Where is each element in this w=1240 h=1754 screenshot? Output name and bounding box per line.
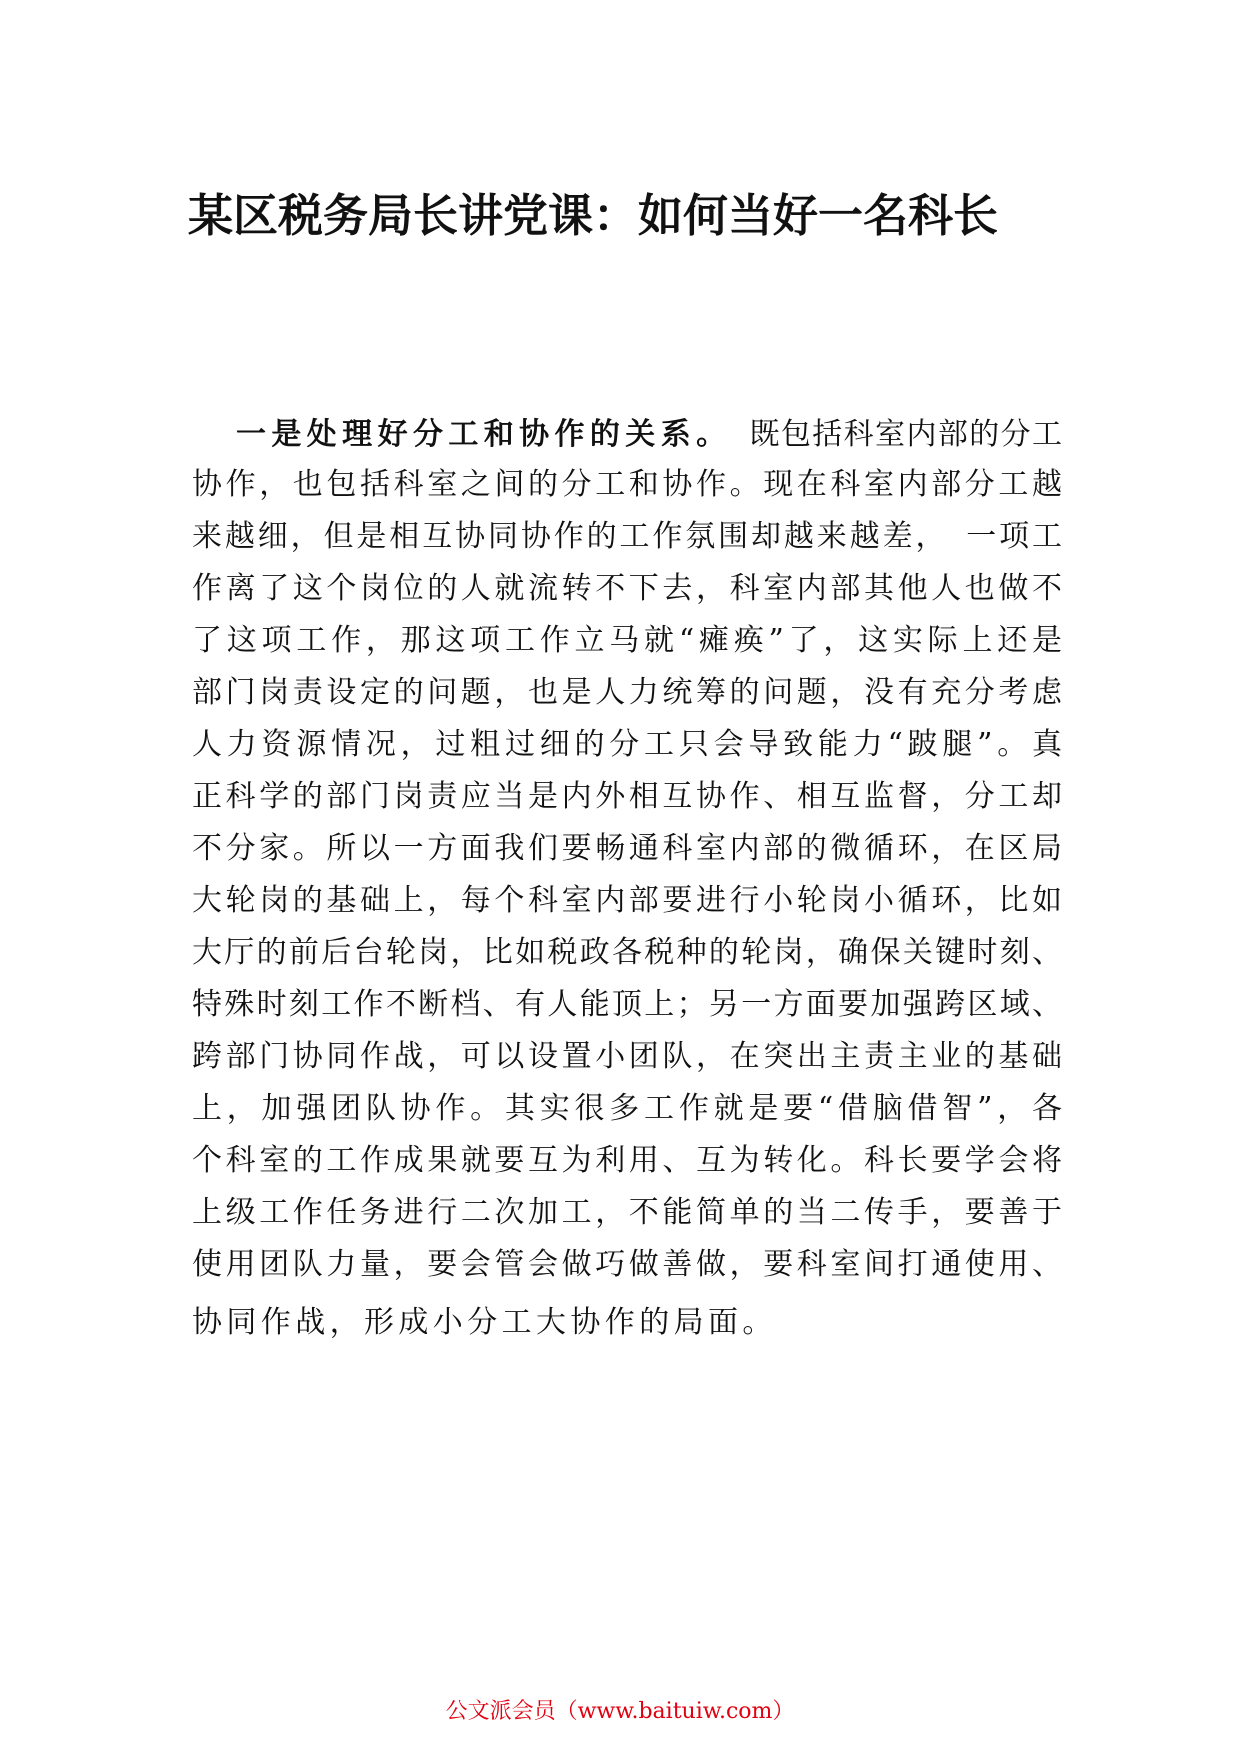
paragraph-line: 大厅的前后台轮岗，比如税政各税种的轮岗，确保关键时刻、 [192, 935, 1062, 970]
paragraph-line: 来越细，但是相互协同协作的工作氛围却越来越差， 一项工 [192, 519, 1062, 554]
paragraph-line: 作离了这个岗位的人就流转不下去，科室内部其他人也做不 [192, 571, 1062, 606]
footer-brand: 公文派会员 [445, 1699, 556, 1724]
paragraph-line: 协同作战，形成小分工大协作的局面。 [192, 1305, 777, 1340]
paragraph-line: 特殊时刻工作不断档、有人能顶上；另一方面要加强跨区域、 [192, 987, 1062, 1022]
footer-watermark [0, 1697, 1240, 1727]
paragraph-line: 上级工作任务进行二次加工，不能简单的当二传手，要善于 [192, 1195, 1062, 1230]
paragraph-line: 上，加强团队协作。其实很多工作就是要“借脑借智”，各 [192, 1091, 1062, 1126]
paragraph-line: 协作，也包括科室之间的分工和协作。现在科室内部分工越 [192, 467, 1062, 502]
paragraph-line: 不分家。所以一方面我们要畅通科室内部的微循环，在区局 [192, 831, 1062, 866]
paragraph-line-text: 既包括科室内部的分工 [749, 417, 1062, 452]
paragraph-line: 人力资源情况，过粗过细的分工只会导致能力“跛腿”。真 [192, 727, 1062, 762]
paragraph-line: 使用团队力量，要会管会做巧做善做，要科室间打通使用、 [192, 1247, 1062, 1282]
paragraph-line: 了这项工作，那这项工作立马就“瘫痪”了，这实际上还是 [192, 623, 1062, 658]
paragraph-lead: 一是处理好分工和协作的关系。 [236, 417, 732, 452]
paragraph-line: 正科学的部门岗责应当是内外相互协作、相互监督，分工却 [192, 779, 1062, 814]
paragraph-line [236, 415, 1062, 455]
paragraph-line: 跨部门协同作战，可以设置小团队，在突出主责主业的基础 [192, 1039, 1062, 1074]
paragraph-line: 个科室的工作成果就要互为利用、互为转化。科长要学会将 [192, 1143, 1062, 1178]
footer-url[interactable]: （www.baituiw.com） [555, 1699, 795, 1724]
paragraph-line: 部门岗责设定的问题，也是人力统筹的问题，没有充分考虑 [192, 675, 1062, 710]
document-title: 某区税务局长讲党课：如何当好一名科长 [188, 189, 999, 242]
paragraph-line: 大轮岗的基础上，每个科室内部要进行小轮岗小循环，比如 [192, 883, 1062, 918]
